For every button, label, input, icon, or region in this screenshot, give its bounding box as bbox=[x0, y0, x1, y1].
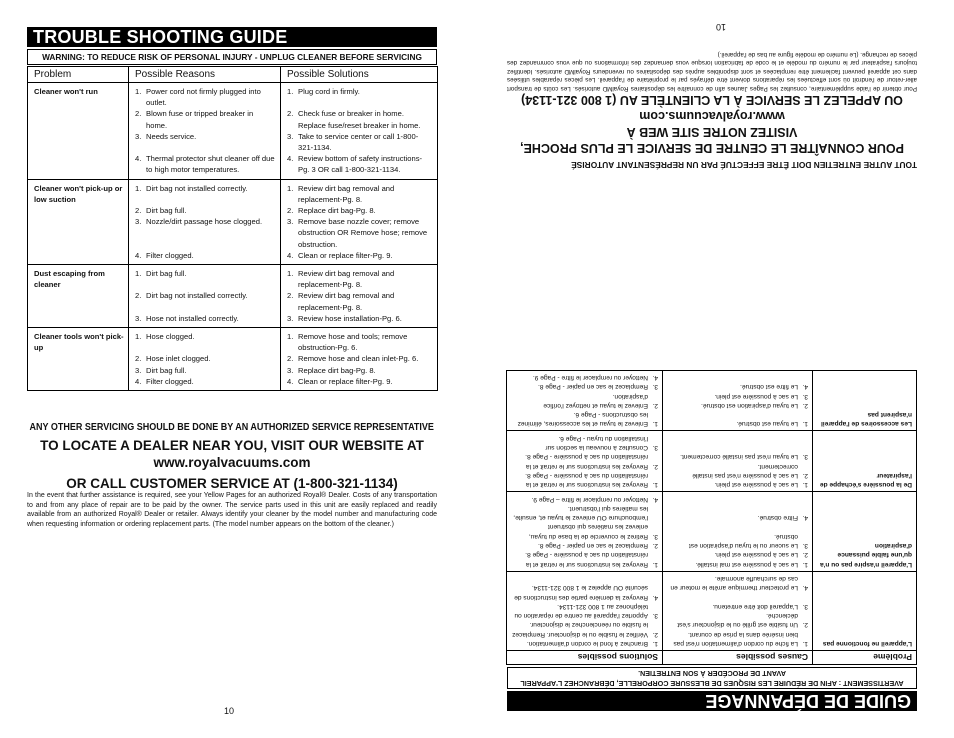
item-number: 1. bbox=[135, 269, 142, 279]
solutions-list bbox=[287, 331, 433, 387]
list-item bbox=[510, 620, 658, 639]
list-item bbox=[666, 592, 808, 601]
list-item bbox=[510, 639, 658, 648]
item-number: 2. bbox=[652, 462, 658, 470]
assistance-paragraph: In the event that further assistance is required, see your Yellow Pages for an authorized Royal® Dealer. Costs of any transportation to and from any place of repair are to be paid by the owner. The service parts used in this unit are easily replaced and readily available from an authorized Royal® Dealer or retailer. Always identify your cleaner by the model number and manufacturing code when requesting information or ordering replacement parts. (The model number appears on the bottom of the cleaner.) bbox=[27, 492, 437, 528]
table-row bbox=[28, 328, 438, 391]
reasons-cell bbox=[663, 571, 813, 650]
table-row bbox=[507, 571, 917, 650]
item-number: 1. bbox=[802, 560, 808, 568]
solutions-list bbox=[510, 583, 658, 648]
reasons-cell bbox=[663, 370, 813, 431]
item-text: Replace dirt bag-Pg. 8. bbox=[298, 365, 376, 375]
item-number: 4. bbox=[652, 593, 658, 601]
warning-banner: WARNING: TO REDUCE RISK OF PERSONAL INJURY - UNPLUG CLEANER BEFORE SERVICING bbox=[27, 49, 437, 65]
list-item bbox=[287, 205, 433, 216]
list-item bbox=[510, 504, 658, 541]
list-item bbox=[287, 376, 433, 387]
list-item bbox=[287, 153, 433, 175]
list-item bbox=[666, 611, 808, 630]
item-number: 1. bbox=[135, 332, 142, 342]
problem-cell: Dust escaping from cleaner bbox=[28, 265, 129, 328]
item-number: 3. bbox=[287, 217, 294, 227]
french-header-solutions: Solutions possibles bbox=[507, 651, 663, 665]
item-text bbox=[666, 410, 798, 419]
list-item bbox=[666, 522, 808, 531]
item-number bbox=[798, 522, 808, 531]
solutions-list bbox=[287, 268, 433, 324]
list-item bbox=[135, 108, 276, 130]
item-text: Remove hose and clean inlet-Pg. 6. bbox=[298, 354, 419, 364]
item-number: 3. bbox=[287, 313, 294, 323]
item-number bbox=[135, 227, 146, 238]
page-title: TROUBLE SHOOTING GUIDE bbox=[27, 27, 437, 47]
list-item bbox=[135, 216, 276, 227]
page-number: 10 bbox=[224, 706, 235, 716]
reasons-list bbox=[135, 86, 276, 176]
french-other-servicing-note: TOUT AUTRE ENTRETIEN DOIT ÊTRE EFFECTUÉ PAR UN REPRÉSENTANT AUTORISÉ bbox=[571, 160, 917, 170]
list-item bbox=[135, 227, 276, 238]
list-item bbox=[135, 239, 276, 250]
item-number: 2. bbox=[135, 291, 142, 301]
list-item bbox=[135, 290, 276, 301]
list-item bbox=[287, 86, 433, 97]
item-text: Nettoyer ou remplacer le filtre - Page 9. bbox=[532, 373, 648, 381]
item-number: 1. bbox=[802, 420, 808, 428]
item-text: Retirez le couvercle de la base du tuyau, enlevez les matières qui obstruent l'embouchure OU enlevez le tuyau et, ensuite, les matières qui l'obstruent. bbox=[513, 504, 648, 540]
item-text: Review hose installation-Pg. 6. bbox=[298, 313, 402, 323]
list-item bbox=[135, 313, 276, 324]
list-item bbox=[135, 331, 276, 342]
list-item bbox=[510, 602, 658, 621]
french-page bbox=[477, 0, 954, 738]
list-item bbox=[666, 550, 808, 559]
list-item bbox=[510, 382, 658, 391]
item-text bbox=[146, 142, 276, 153]
item-text: Review dirt bag removal and replacement-Pg. 8. bbox=[298, 183, 395, 204]
reasons-cell bbox=[129, 83, 281, 180]
item-text: Hose not installed correctly. bbox=[146, 313, 239, 323]
item-number: 4. bbox=[802, 514, 808, 522]
item-text bbox=[146, 227, 276, 238]
list-item bbox=[287, 365, 433, 376]
item-number: 3. bbox=[802, 453, 808, 461]
reasons-list bbox=[666, 513, 808, 569]
item-text: Filter clogged. bbox=[146, 250, 194, 260]
problem-cell: De la poussière s'échappe de l'aspirateur bbox=[813, 431, 917, 492]
item-number: 3. bbox=[652, 444, 658, 452]
list-item bbox=[510, 373, 658, 382]
table-row bbox=[507, 431, 917, 492]
item-number bbox=[135, 279, 146, 290]
item-text: Dirt bag not installed correctly. bbox=[146, 183, 248, 193]
french-header-problem: Problème bbox=[813, 651, 917, 665]
dealer-line: TO LOCATE A DEALER NEAR YOU, VISIT OUR WEBSITE AT bbox=[40, 438, 424, 453]
problem-cell: Cleaner won't pick-up or low suction bbox=[28, 179, 129, 264]
item-number bbox=[135, 239, 146, 250]
list-item bbox=[135, 131, 276, 142]
item-number: 2. bbox=[802, 471, 808, 479]
item-number: 2. bbox=[802, 551, 808, 559]
list-item bbox=[510, 550, 658, 569]
item-number bbox=[798, 410, 808, 419]
item-number: 1. bbox=[652, 420, 658, 428]
list-item bbox=[135, 194, 276, 205]
item-text: Nettoyer ou remplacer le filtre – Page 9. bbox=[531, 495, 648, 503]
item-text: Le sac à poussière est plein. bbox=[714, 481, 798, 489]
problem-cell: L'appareil ne fonctionne pas bbox=[813, 571, 917, 650]
list-item bbox=[135, 353, 276, 364]
item-number: 1. bbox=[135, 183, 142, 193]
item-text: Enlevez le tuyau et les accessoires, éliminez les obstructions - Page 6. bbox=[517, 411, 648, 428]
list-item bbox=[666, 401, 808, 410]
item-number: 4. bbox=[135, 376, 142, 386]
item-text: Revoyez la dernière partie des instructions de sécurité OU appelez le 1 800 321-1134. bbox=[514, 584, 648, 601]
item-number: 1. bbox=[287, 332, 294, 342]
item-number: 4. bbox=[652, 495, 658, 503]
french-dealer-line: POUR CONNAÎTRE LE CENTRE DE SERVICE LE PLUS PROCHE, bbox=[520, 141, 904, 155]
item-text: Needs service. bbox=[146, 131, 197, 141]
table-body bbox=[28, 83, 438, 391]
item-number: 3. bbox=[135, 217, 142, 227]
item-number: 1. bbox=[652, 640, 658, 647]
item-text: Consultez à nouveau la section sur l'installation du tuyau - Page 6. bbox=[545, 434, 648, 452]
solutions-list bbox=[510, 494, 658, 568]
solutions-list bbox=[510, 433, 658, 489]
item-text: Plug cord in firmly. bbox=[298, 87, 360, 96]
item-number: 2. bbox=[287, 291, 294, 301]
solutions-list bbox=[287, 86, 433, 176]
list-item bbox=[510, 410, 658, 429]
item-text: Thermal protector shut cleaner off due to high motor temperatures. bbox=[146, 154, 275, 175]
item-text: Clean or replace filter-Pg. 9. bbox=[298, 250, 393, 260]
reasons-cell bbox=[129, 328, 281, 391]
item-number: 1. bbox=[287, 183, 294, 193]
item-text: Vérifiez le fusible ou le disjoncteur. Remplacez le fusible ou réenclenchez le disjoncteur. bbox=[512, 621, 648, 638]
list-item bbox=[666, 602, 808, 611]
item-text: Replace dirt bag-Pg. 8. bbox=[298, 206, 376, 216]
item-text bbox=[666, 592, 798, 601]
list-item bbox=[135, 365, 276, 376]
list-item bbox=[287, 313, 433, 324]
item-number: 4. bbox=[802, 383, 808, 391]
item-number bbox=[135, 194, 146, 205]
item-number bbox=[135, 142, 146, 153]
list-item bbox=[135, 250, 276, 261]
solutions-cell bbox=[281, 328, 438, 391]
list-item bbox=[287, 250, 433, 261]
other-servicing-note: ANY OTHER SERVICING SHOULD BE DONE BY AN AUTHORIZED SERVICE REPRESENTATIVE bbox=[29, 422, 434, 433]
item-number: 1. bbox=[652, 481, 658, 489]
list-item bbox=[666, 461, 808, 480]
french-assistance-paragraph: Pour obtenir de l'aide supplémentaire, consultez les Pages Jaunes afin de connaître les dépositaires RoyalMD autorisés. Les coûts de transport aller-retour de l'endroit où sont effectuées les réparations doivent être défrayés par le propriétaire de l'appareil. Les pièces réparables utilisées dans cet appareil peuvent facilement être remplacées et sont disponibles auprès des dépositaires ou revendeurs RoyalMD autorisés. Identifiez toujours l'aspirateur par le numéro du modèle et le code de fabrication lorsque vous demandez des informations ou que vous commandez des pièces de rechange. (Le numéro de modèle figure au bas de l'appareil.) bbox=[507, 50, 917, 92]
reasons-cell bbox=[663, 431, 813, 492]
solutions-list bbox=[510, 373, 658, 429]
item-text bbox=[146, 239, 276, 250]
list-item bbox=[135, 153, 276, 175]
list-item bbox=[287, 331, 433, 353]
item-text: Dirt bag full. bbox=[146, 269, 187, 279]
list-item bbox=[287, 108, 433, 130]
item-number: 2. bbox=[652, 542, 658, 550]
item-number: 2. bbox=[287, 354, 294, 364]
item-number: 1. bbox=[802, 481, 808, 489]
item-text: Filtre obstrué. bbox=[757, 514, 798, 522]
item-number: 2. bbox=[135, 206, 142, 215]
solutions-list bbox=[287, 183, 433, 261]
item-text: Le tuyau d'aspiration est obstrué. bbox=[701, 401, 798, 409]
item-number: 3. bbox=[802, 542, 808, 550]
table-row bbox=[507, 492, 917, 571]
item-number: 3. bbox=[652, 383, 658, 391]
french-website-link[interactable]: www.royalvacuums.com bbox=[639, 109, 785, 123]
list-item bbox=[135, 183, 276, 194]
list-item bbox=[135, 376, 276, 387]
dealer-heading bbox=[27, 437, 437, 471]
item-text: Un fusible est grillé ou le disjoncteur s'est déclenché. bbox=[677, 612, 798, 629]
item-text: Remplacez le sac en papier - Page 8. bbox=[538, 542, 648, 550]
item-number: 3. bbox=[652, 612, 658, 620]
list-item bbox=[135, 142, 276, 153]
item-number: 3. bbox=[802, 602, 808, 610]
call-customer-service: OR CALL CUSTOMER SERVICE AT (1-800-321-1134) bbox=[66, 476, 398, 491]
item-text: Remplacez le sac en papier - Page 8. bbox=[538, 383, 648, 391]
list-item bbox=[287, 353, 433, 364]
solutions-cell bbox=[507, 571, 663, 650]
list-item bbox=[510, 583, 658, 602]
reasons-list bbox=[666, 382, 808, 428]
item-number: 1. bbox=[287, 269, 294, 279]
item-text: Remove base nozzle cover; remove obstruction OR Remove hose; remove obstruction. bbox=[298, 217, 428, 249]
item-text: Enlevez le tuyau et nettoyez l'orifice d'aspiration. bbox=[543, 392, 648, 409]
list-item bbox=[666, 629, 808, 648]
item-number: 3. bbox=[287, 131, 294, 141]
header-problem: Problem bbox=[28, 67, 129, 83]
item-text: Le tuyau n'est pas installé correctement. bbox=[680, 453, 798, 461]
problem-cell: Les accessoires de l'appareil n'aspirent pas bbox=[813, 370, 917, 431]
list-item bbox=[287, 97, 433, 108]
item-text: Branchez à fond le cordon d'alimentation. bbox=[526, 640, 648, 647]
solutions-cell bbox=[281, 265, 438, 328]
item-text: Take to service center or call 1-800-321-1134. bbox=[298, 131, 419, 152]
item-number: 3. bbox=[652, 532, 658, 540]
list-item bbox=[135, 279, 276, 290]
item-text: Check fuse or breaker in home. Replace fuse/reset breaker in home. bbox=[298, 109, 421, 130]
item-text: Apportez l'appareil au centre de réparation ou téléphonez au 1 800 321-1134. bbox=[514, 602, 648, 620]
list-item bbox=[666, 559, 808, 568]
french-troubleshooting-table bbox=[506, 370, 917, 665]
item-text: Blown fuse or tripped breaker in home. bbox=[146, 109, 254, 130]
item-number bbox=[287, 97, 298, 108]
item-number: 2. bbox=[802, 621, 808, 629]
list-item bbox=[135, 86, 276, 108]
table-row bbox=[28, 179, 438, 264]
reasons-cell bbox=[663, 492, 813, 571]
item-number: 2. bbox=[287, 109, 294, 119]
item-number: 4. bbox=[287, 154, 294, 164]
item-text: Review dirt bag removal and replacement-Pg. 8. bbox=[298, 291, 395, 312]
item-number: 4. bbox=[652, 373, 658, 381]
list-item bbox=[666, 391, 808, 400]
item-text: Dirt bag full. bbox=[146, 365, 187, 375]
item-number bbox=[135, 342, 146, 353]
reasons-list bbox=[135, 331, 276, 387]
french-page-title: GUIDE DE DÉPANNAGE bbox=[507, 691, 917, 711]
list-item bbox=[510, 391, 658, 410]
item-number: 2. bbox=[652, 630, 658, 638]
item-text: Le tuyau est obstrué. bbox=[736, 420, 798, 428]
item-number: 3. bbox=[802, 392, 808, 400]
item-number: 4. bbox=[135, 250, 142, 260]
list-item bbox=[135, 268, 276, 279]
troubleshooting-table bbox=[27, 66, 438, 391]
list-item bbox=[510, 452, 658, 471]
item-text: Remove hose and tools; remove obstruction-Pg. 6. bbox=[298, 332, 408, 353]
item-number: 4. bbox=[802, 584, 808, 592]
header-reasons: Possible Reasons bbox=[129, 67, 281, 83]
item-number: 2. bbox=[135, 109, 142, 119]
item-text: Dirt bag full. bbox=[146, 206, 187, 215]
french-header-reasons: Causes possibles bbox=[663, 651, 813, 665]
list-item bbox=[287, 268, 433, 290]
item-text bbox=[146, 194, 276, 205]
item-number bbox=[135, 302, 146, 313]
table-row bbox=[28, 83, 438, 180]
list-item bbox=[135, 205, 276, 216]
item-text: Le protecteur thermique arrête le moteur en cas de surchauffe anormale. bbox=[670, 574, 798, 592]
item-text: Le sac à poussière est plein. bbox=[714, 551, 798, 559]
item-number: 1. bbox=[135, 87, 142, 96]
solutions-cell bbox=[281, 83, 438, 180]
item-number: 4. bbox=[287, 250, 294, 260]
item-number: 3. bbox=[287, 365, 294, 375]
list-item bbox=[666, 382, 808, 391]
french-table-header-row bbox=[507, 651, 917, 665]
item-text: Le suceur ou le tuyau d'aspiration est obstrué. bbox=[688, 532, 798, 550]
list-item bbox=[287, 183, 433, 205]
list-item bbox=[510, 433, 658, 452]
list-item bbox=[666, 574, 808, 593]
item-text: L'appareil doit être entretenu. bbox=[712, 602, 798, 610]
item-number: 2. bbox=[802, 401, 808, 409]
list-item bbox=[666, 452, 808, 461]
item-text bbox=[146, 279, 276, 290]
french-table-body bbox=[507, 370, 917, 650]
item-text: Le sac à poussière est plein. bbox=[714, 392, 798, 400]
problem-cell: L'appareil n'aspire pas ou n'a qu'une faible puissance d'aspiration bbox=[813, 492, 917, 571]
solutions-cell bbox=[507, 431, 663, 492]
french-call-line: OU APPELEZ LE SERVICE À LA CLIENTÈLE AU (1 800 321-1134) bbox=[521, 93, 903, 107]
item-text bbox=[146, 342, 276, 353]
item-number: 1. bbox=[802, 640, 808, 647]
item-text: Revoyez les instructions sur le retrait et la réinstallation du sac à poussière - Page 8. bbox=[525, 551, 648, 568]
item-text: Le sac à poussière n'est pas installé correctement. bbox=[692, 462, 798, 479]
item-number: 2. bbox=[652, 401, 658, 409]
french-dealer-heading bbox=[507, 92, 917, 156]
item-text: Filter clogged. bbox=[146, 376, 194, 386]
list-item bbox=[666, 513, 808, 522]
reasons-list bbox=[135, 268, 276, 324]
website-link[interactable]: www.royalvacuums.com bbox=[153, 455, 311, 470]
list-item bbox=[666, 480, 808, 489]
list-item bbox=[135, 342, 276, 353]
item-number: 1. bbox=[287, 87, 294, 96]
solutions-cell bbox=[507, 370, 663, 431]
item-text: Revoyez les instructions sur le retrait et la réinstallation du sac à poussière - Page 8. bbox=[525, 471, 648, 489]
item-number: 1. bbox=[652, 560, 658, 568]
reasons-list bbox=[666, 574, 808, 648]
problem-cell: Cleaner tools won't pick-up bbox=[28, 328, 129, 391]
reasons-cell bbox=[129, 265, 281, 328]
item-number: 4. bbox=[135, 154, 142, 164]
item-text bbox=[666, 522, 798, 531]
list-item bbox=[287, 290, 433, 312]
item-number: 3. bbox=[135, 313, 142, 323]
solutions-cell bbox=[507, 492, 663, 571]
item-text: Hose clogged. bbox=[146, 332, 195, 342]
solutions-cell bbox=[281, 179, 438, 264]
item-number: 2. bbox=[135, 354, 142, 364]
list-item bbox=[510, 541, 658, 550]
list-item bbox=[666, 419, 808, 428]
item-text: Revoyez les instructions sur le retrait et la réinstallation du sac à poussière - Page 8. bbox=[525, 453, 648, 470]
list-item bbox=[287, 131, 433, 153]
item-text bbox=[146, 302, 276, 313]
item-text: Clean or replace filter-Pg. 9. bbox=[298, 376, 393, 386]
reasons-cell bbox=[129, 179, 281, 264]
table-row bbox=[28, 265, 438, 328]
item-number: 2. bbox=[287, 206, 294, 216]
french-warning-banner: AVERTISSEMENT : AFIN DE RÉDUIRE LES RISQUES DE BLESSURE CORPORELLE, DÉBRANCHEZ L'APPAREIL AVANT DE PROCÉDER À SON ENTRETIEN. bbox=[507, 667, 917, 689]
item-text: Hose inlet clogged. bbox=[146, 354, 211, 364]
item-text: Review dirt bag removal and replacement-Pg. 8. bbox=[298, 269, 395, 290]
header-solutions: Possible Solutions bbox=[281, 67, 438, 83]
item-text: Le sac à poussière est mal installé. bbox=[695, 560, 798, 568]
item-number: 3. bbox=[135, 365, 142, 375]
problem-cell: Cleaner won't run bbox=[28, 83, 129, 180]
item-text: Review bottom of safety instructions-Pg. 3 OR call 1-800-321-1134. bbox=[298, 154, 423, 175]
item-text: Nozzle/dirt passage hose clogged. bbox=[146, 217, 263, 227]
french-dealer-line-2: VISITEZ NOTRE SITE WEB À bbox=[626, 125, 798, 139]
reasons-list bbox=[666, 452, 808, 489]
item-text: Dirt bag not installed correctly. bbox=[146, 291, 248, 301]
item-text: Power cord not firmly plugged into outlet. bbox=[146, 87, 261, 108]
item-number: 4. bbox=[287, 376, 294, 386]
list-item bbox=[510, 471, 658, 490]
item-text bbox=[298, 97, 433, 108]
list-item bbox=[135, 302, 276, 313]
list-item bbox=[666, 410, 808, 419]
table-header-row bbox=[28, 67, 438, 83]
item-number bbox=[798, 592, 808, 601]
item-text: La fiche du cordon d'alimentation n'est pas bien insérée dans la prise de courant. bbox=[673, 630, 798, 647]
reasons-list bbox=[135, 183, 276, 261]
french-page-number: 10 bbox=[715, 22, 726, 32]
item-text: Le filtre est obstrué. bbox=[740, 383, 798, 391]
list-item bbox=[510, 494, 658, 503]
list-item bbox=[666, 531, 808, 550]
list-item bbox=[287, 216, 433, 250]
table-row bbox=[507, 370, 917, 431]
item-number: 3. bbox=[135, 131, 142, 141]
